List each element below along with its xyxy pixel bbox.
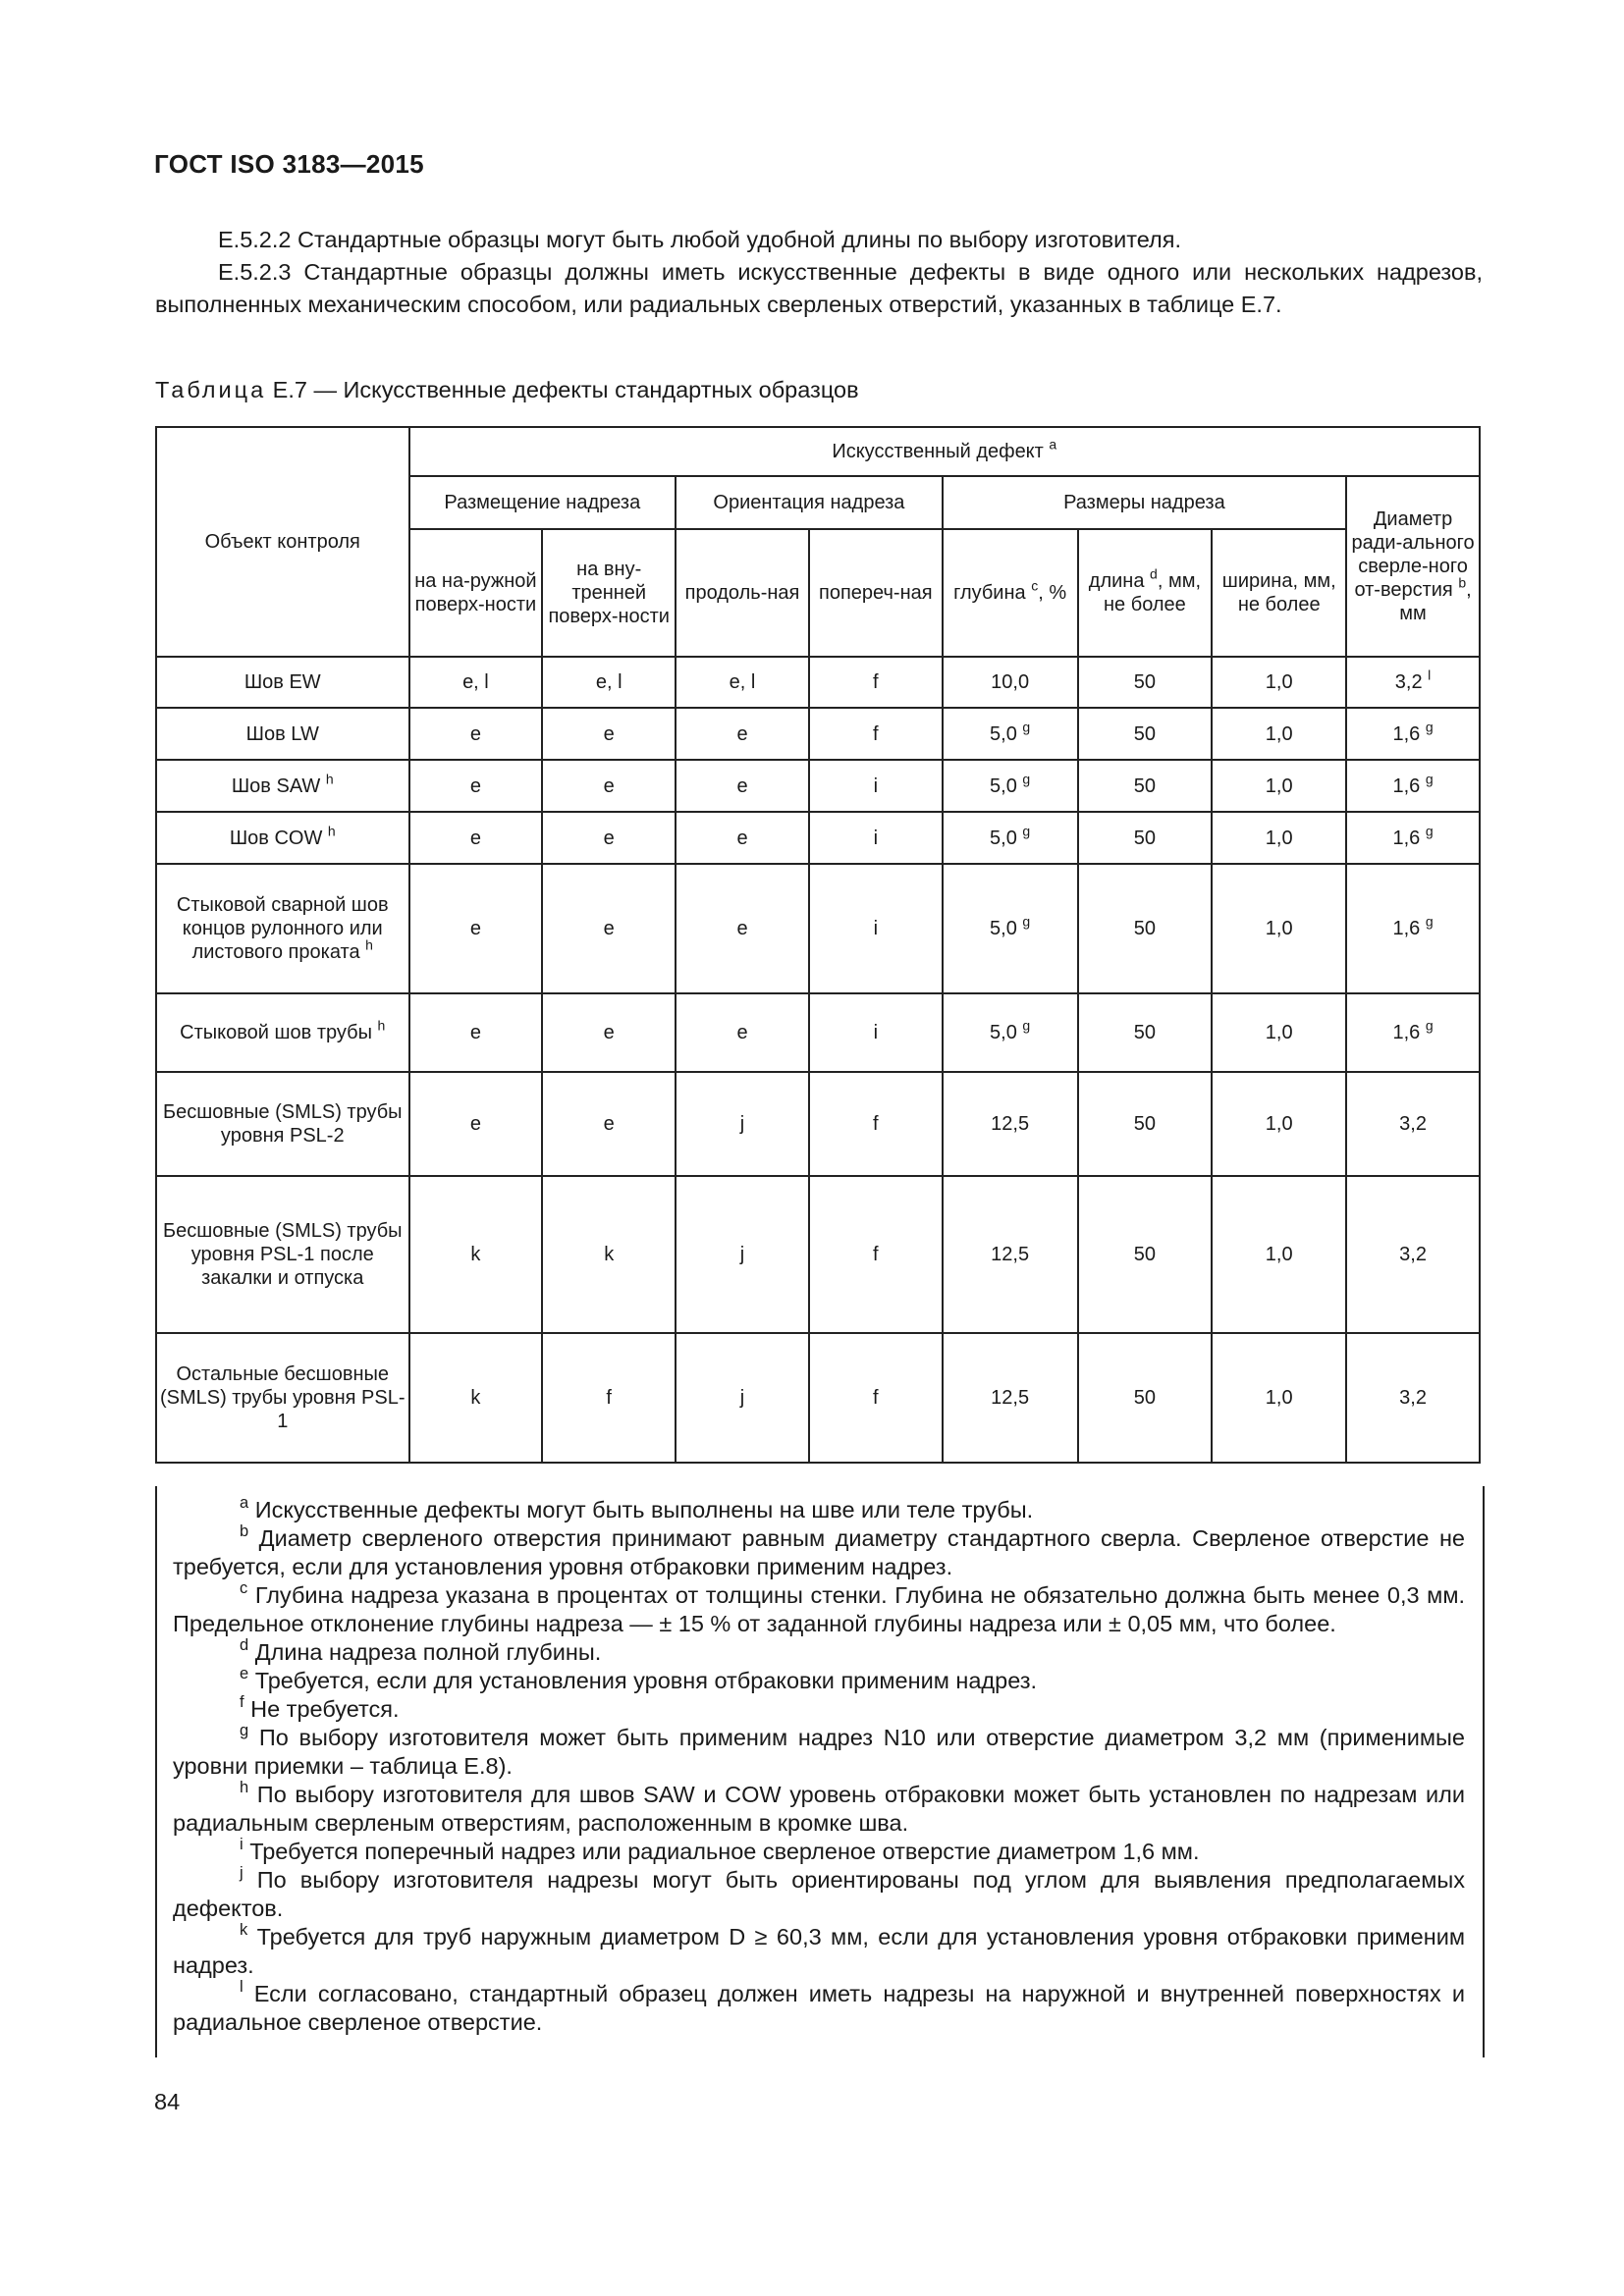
cell-outer-surface: e, l [409, 657, 543, 708]
cell-width: 1,0 [1212, 708, 1346, 760]
cell-longitudinal: e [676, 812, 809, 864]
footnote-b [173, 1524, 1465, 1581]
cell-inner-surface: e [542, 812, 676, 864]
cell-diameter: 3,2 [1346, 1072, 1480, 1176]
footnote-mark: f [240, 1693, 244, 1712]
cell-longitudinal: j [676, 1176, 809, 1333]
intro-text [155, 224, 1483, 321]
footnote-e [173, 1667, 1465, 1695]
cell-width: 1,0 [1212, 1072, 1346, 1176]
cell-inner-surface: e, l [542, 657, 676, 708]
footnote-text: Длина надреза полной глубины. [254, 1639, 602, 1665]
cell-outer-surface: k [409, 1333, 543, 1463]
cell-length: 50 [1078, 812, 1213, 864]
cell-outer-surface: e [409, 760, 543, 812]
cell-object: Шов SAW $^h$ [156, 760, 409, 812]
cell-diameter: 1,6 $^g$ [1346, 864, 1480, 993]
footnote-f [173, 1695, 1465, 1724]
header-diameter: Диаметр ради-ального сверле-ного от-верстия $^b$, мм [1346, 476, 1480, 657]
defects-table [155, 426, 1481, 1464]
table-row [156, 993, 1480, 1072]
table-header [156, 427, 1480, 657]
table-row [156, 812, 1480, 864]
cell-outer-surface: e [409, 708, 543, 760]
cell-width: 1,0 [1212, 993, 1346, 1072]
cell-inner-surface: e [542, 864, 676, 993]
table-body [156, 657, 1480, 1463]
footnote-text: Глубина надреза указана в процентах от толщины стенки. Глубина не обязательно должна быть менее 0,3 мм. Предельное отклонение глубины надреза — ± 15 % от заданной глубины надреза или ± 0,05 мм, что более. [173, 1582, 1466, 1636]
footnote-mark: h [240, 1779, 249, 1797]
cell-width: 1,0 [1212, 657, 1346, 708]
footnotes [173, 1496, 1465, 2037]
footnote-text: Если согласовано, стандартный образец должен иметь надрезы на наружной и внутренней поверхностях и радиальное сверленое отверстие. [173, 1981, 1466, 2035]
cell-width: 1,0 [1212, 1333, 1346, 1463]
cell-transverse: f [809, 1333, 943, 1463]
cell-outer-surface: e [409, 1072, 543, 1176]
cell-inner-surface: k [542, 1176, 676, 1333]
table-caption [155, 377, 859, 403]
cell-diameter: 3,2 $^l$ [1346, 657, 1480, 708]
header-defect: Искусственный дефект $^a$ [409, 427, 1480, 476]
cell-inner-surface: e [542, 708, 676, 760]
cell-longitudinal: e, l [676, 657, 809, 708]
cell-longitudinal: e [676, 708, 809, 760]
cell-length: 50 [1078, 1333, 1213, 1463]
cell-depth: 12,5 [943, 1333, 1078, 1463]
cell-depth: 5,0 $^g$ [943, 760, 1078, 812]
header-length: длина $^d$, мм, не более [1078, 529, 1213, 657]
footnote-mark: d [240, 1636, 249, 1655]
footnote-k [173, 1923, 1465, 1980]
cell-diameter: 1,6 $^g$ [1346, 708, 1480, 760]
cell-width: 1,0 [1212, 812, 1346, 864]
page-number: 84 [154, 2089, 181, 2114]
table-row [156, 1072, 1480, 1176]
paragraph-e523: Е.5.2.3 Стандартные образцы должны иметь искусственные дефекты в виде одного или нескольких надрезов, выполненных механическим способом, или радиальных сверленых отверстий, указанных в таблице Е.7. [155, 259, 1483, 317]
cell-diameter: 3,2 [1346, 1176, 1480, 1333]
cell-outer-surface: e [409, 993, 543, 1072]
cell-width: 1,0 [1212, 864, 1346, 993]
cell-depth: 5,0 $^g$ [943, 708, 1078, 760]
header-transverse: попереч-ная [809, 529, 943, 657]
header-object: Объект контроля [156, 427, 409, 657]
header-width: ширина, мм, не более [1212, 529, 1346, 657]
cell-length: 50 [1078, 864, 1213, 993]
header-placement: Размещение надреза [409, 476, 677, 529]
table-caption-title: Е.7 — Искусственные дефекты стандартных образцов [266, 377, 859, 402]
cell-transverse: f [809, 657, 943, 708]
cell-depth: 5,0 $^g$ [943, 812, 1078, 864]
cell-object: Стыковой шов трубы $^h$ [156, 993, 409, 1072]
cell-longitudinal: e [676, 864, 809, 993]
footnote-text: Диаметр сверленого отверстия принимают равным диаметру стандартного сверла. Сверленое отверстие не требуется, если для установления уровня отбраковки применим надрез. [173, 1525, 1465, 1579]
cell-longitudinal: e [676, 760, 809, 812]
cell-longitudinal: e [676, 993, 809, 1072]
footnote-i [173, 1838, 1465, 1866]
cell-inner-surface: e [542, 760, 676, 812]
cell-depth: 5,0 $^g$ [943, 993, 1078, 1072]
cell-length: 50 [1078, 1072, 1213, 1176]
cell-longitudinal: j [676, 1072, 809, 1176]
header-longitudinal: продоль-ная [676, 529, 809, 657]
cell-depth: 10,0 [943, 657, 1078, 708]
table-caption-label: Таблица [155, 377, 267, 402]
footnote-l [173, 1980, 1465, 2037]
cell-depth: 12,5 [943, 1072, 1078, 1176]
footnote-d [173, 1638, 1465, 1667]
table-row [156, 1176, 1480, 1333]
cell-object: Бесшовные (SMLS) трубы уровня PSL-1 после закалки и отпуска [156, 1176, 409, 1333]
cell-length: 50 [1078, 993, 1213, 1072]
cell-object: Остальные бесшовные (SMLS) трубы уровня PSL-1 [156, 1333, 409, 1463]
footnote-mark: j [240, 1864, 244, 1883]
cell-depth: 5,0 $^g$ [943, 864, 1078, 993]
cell-inner-surface: e [542, 1072, 676, 1176]
cell-object: Стыковой сварной шов концов рулонного или листового проката $^h$ [156, 864, 409, 993]
footnote-text: Требуется поперечный надрез или радиальное сверленое отверстие диаметром 1,6 мм. [249, 1839, 1200, 1864]
footnote-mark: e [240, 1665, 249, 1683]
cell-outer-surface: e [409, 812, 543, 864]
cell-inner-surface: e [542, 993, 676, 1072]
cell-outer-surface: k [409, 1176, 543, 1333]
footnote-mark: g [240, 1722, 249, 1740]
footnote-c [173, 1581, 1465, 1638]
footnote-mark: c [240, 1579, 248, 1598]
footnote-text: Требуется, если для установления уровня отбраковки применим надрез. [254, 1668, 1038, 1693]
cell-longitudinal: j [676, 1333, 809, 1463]
cell-width: 1,0 [1212, 1176, 1346, 1333]
cell-object: Бесшовные (SMLS) трубы уровня PSL-2 [156, 1072, 409, 1176]
cell-length: 50 [1078, 708, 1213, 760]
footnote-mark: a [240, 1494, 249, 1513]
cell-object: Шов COW $^h$ [156, 812, 409, 864]
cell-transverse: i [809, 812, 943, 864]
cell-length: 50 [1078, 657, 1213, 708]
header-outer-surface: на на-ружной поверх-ности [409, 529, 543, 657]
cell-diameter: 1,6 $^g$ [1346, 760, 1480, 812]
footnote-j [173, 1866, 1465, 1923]
header-dimensions: Размеры надреза [943, 476, 1346, 529]
footnote-h [173, 1781, 1465, 1838]
cell-length: 50 [1078, 760, 1213, 812]
footnote-mark: b [240, 1522, 249, 1541]
footnote-text: По выбору изготовителя может быть применим надрез N10 или отверстие диаметром 3,2 мм (применимые уровни приемки – таблица Е.8). [173, 1725, 1466, 1779]
header-orientation: Ориентация надреза [676, 476, 943, 529]
cell-transverse: f [809, 708, 943, 760]
cell-outer-surface: e [409, 864, 543, 993]
footnote-text: Не требуется. [250, 1696, 400, 1722]
cell-width: 1,0 [1212, 760, 1346, 812]
cell-diameter: 3,2 [1346, 1333, 1480, 1463]
footnote-text: По выбору изготовителя для швов SAW и COW уровень отбраковки может быть установлен по надрезам или радиальным сверленым отверстиям, расположенным в кромке шва. [173, 1782, 1465, 1836]
table-row [156, 760, 1480, 812]
footnote-text: Требуется для труб наружным диаметром D ≥ 60,3 мм, если для установления уровня отбраковки применим надрез. [173, 1924, 1466, 1978]
footnote-mark: k [240, 1921, 248, 1940]
table-row [156, 708, 1480, 760]
table-row [156, 1333, 1480, 1463]
page-header-title: ГОСТ ISO 3183—2015 [154, 149, 424, 179]
header-depth: глубина $^c$, % [943, 529, 1078, 657]
cell-inner-surface: f [542, 1333, 676, 1463]
cell-object: Шов LW [156, 708, 409, 760]
footnote-a [173, 1496, 1465, 1524]
cell-transverse: i [809, 864, 943, 993]
cell-transverse: i [809, 993, 943, 1072]
table-row [156, 864, 1480, 993]
table-row [156, 657, 1480, 708]
footnote-mark: i [240, 1836, 244, 1854]
footnote-text: Искусственные дефекты могут быть выполнены на шве или теле трубы. [254, 1497, 1034, 1522]
paragraph-e522: Е.5.2.2 Стандартные образцы могут быть любой удобной длины по выбору изготовителя. [218, 227, 1182, 252]
cell-transverse: f [809, 1072, 943, 1176]
cell-length: 50 [1078, 1176, 1213, 1333]
footnote-text: По выбору изготовителя надрезы могут быть ориентированы под углом для выявления предполагаемых дефектов. [173, 1867, 1465, 1921]
cell-transverse: i [809, 760, 943, 812]
cell-transverse: f [809, 1176, 943, 1333]
cell-diameter: 1,6 $^g$ [1346, 812, 1480, 864]
footnote-mark: l [240, 1978, 244, 1997]
cell-object: Шов EW [156, 657, 409, 708]
footnote-g [173, 1724, 1465, 1781]
cell-depth: 12,5 [943, 1176, 1078, 1333]
cell-diameter: 1,6 $^g$ [1346, 993, 1480, 1072]
header-inner-surface: на вну-тренней поверх-ности [542, 529, 676, 657]
